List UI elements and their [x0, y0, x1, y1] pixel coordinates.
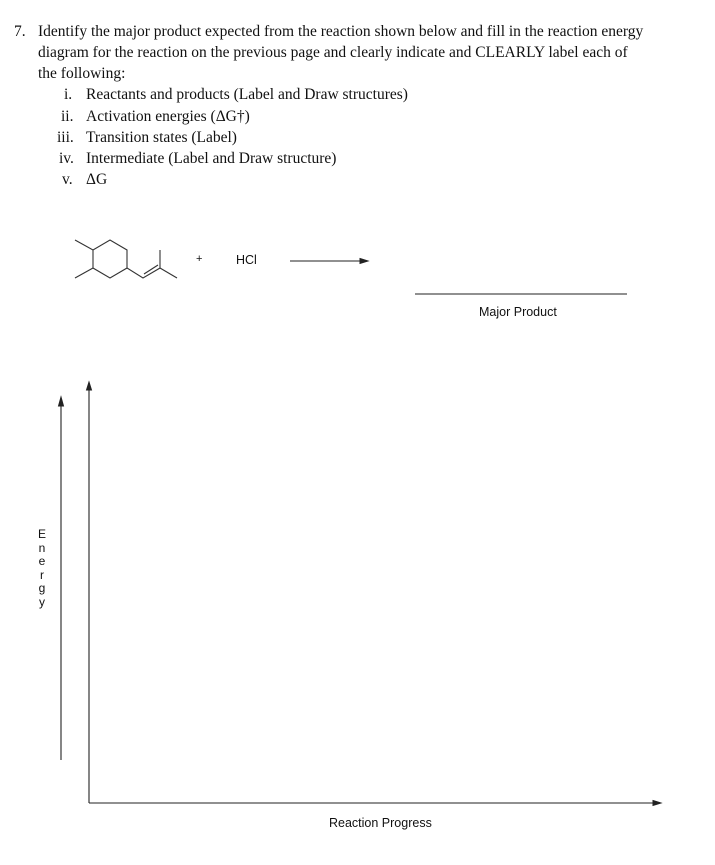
x-axis: [89, 801, 661, 806]
question-line: diagram for the reaction on the previous page and clearly indicate and CLEARLY label each of: [38, 44, 628, 61]
reaction-progress-label: Reaction Progress: [329, 816, 432, 830]
item-text: Reactants and products (Label and Draw structures): [86, 86, 408, 103]
plus-sign: +: [196, 253, 203, 265]
reactant-structure: [75, 240, 177, 278]
item-text: Transition states (Label): [86, 129, 237, 146]
question-line: Identify the major product expected from the reaction shown below and fill in the reaction energy: [38, 23, 644, 40]
y-axis: [87, 382, 92, 803]
reaction-arrow: [290, 259, 368, 264]
label-letter: r: [40, 567, 44, 582]
label-letter: n: [38, 540, 46, 555]
item-number: i.: [64, 86, 73, 103]
label-letter: e: [38, 554, 46, 568]
question-line: the following:: [38, 65, 126, 82]
label-letter: y: [39, 594, 45, 609]
energy-axis-label: [36, 528, 48, 609]
item-number: ii.: [61, 108, 74, 125]
item-number: iv.: [59, 150, 74, 167]
major-product-label: Major Product: [479, 305, 557, 319]
reagent-hcl: HCl: [236, 253, 257, 267]
question-number: 7.: [14, 23, 26, 40]
label-letter: E: [37, 527, 46, 541]
label-letter: g: [38, 581, 46, 595]
item-number: iii.: [57, 129, 74, 146]
item-text: Activation energies (ΔG†): [86, 108, 250, 125]
energy-arrow: [59, 397, 64, 760]
item-text: ΔG: [86, 171, 108, 188]
item-number: v.: [62, 171, 73, 188]
item-text: Intermediate (Label and Draw structure): [86, 150, 337, 167]
